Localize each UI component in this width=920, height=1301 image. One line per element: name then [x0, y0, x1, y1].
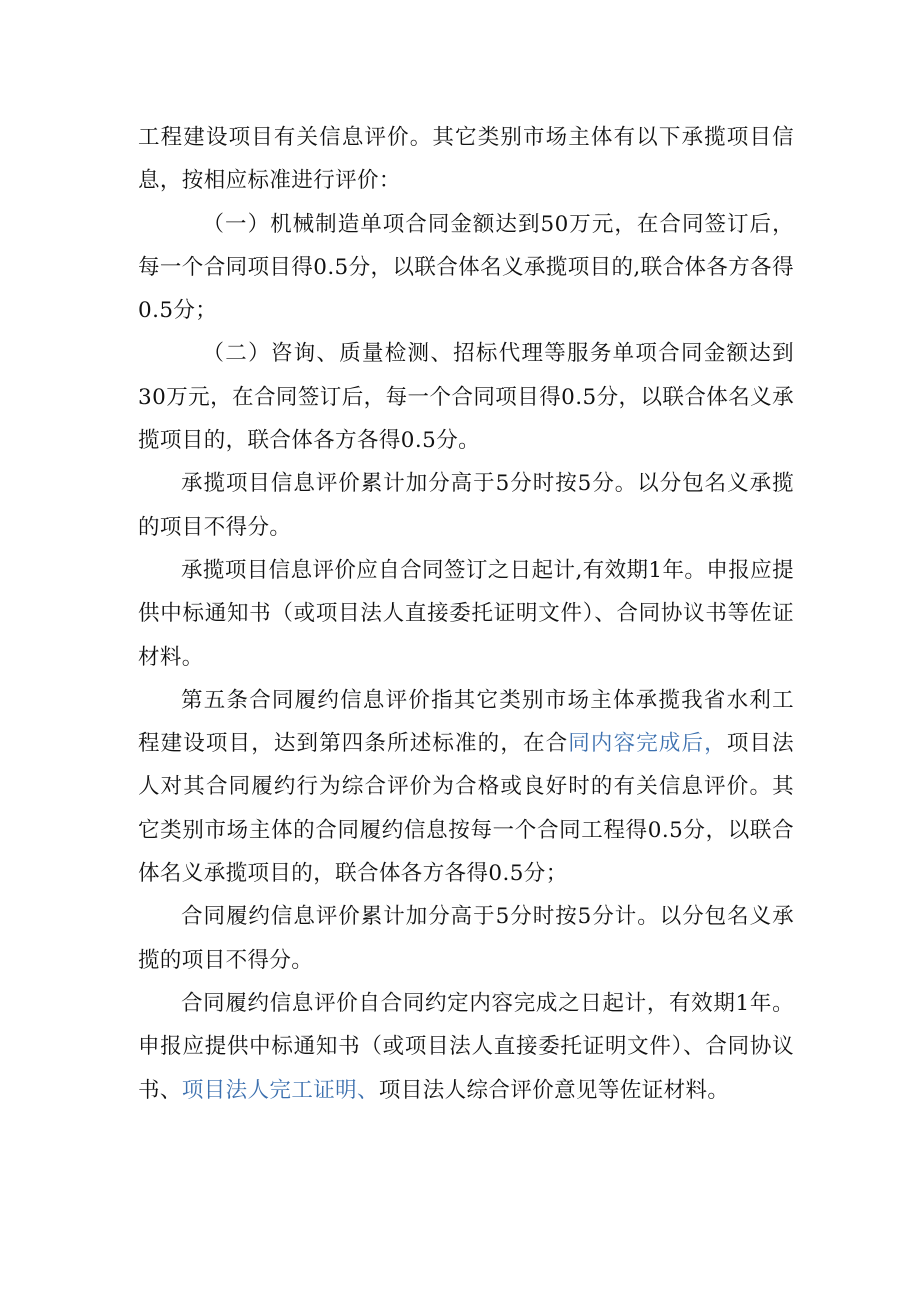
validity-highlight: 项目法人完工证明、: [181, 1077, 379, 1103]
paragraph-cap-rule: 承揽项目信息评价累计加分高于5分时按5分。以分包名义承揽的项目不得分。: [138, 471, 794, 540]
document-body: [138, 116, 794, 1112]
article-5-text-after: 项目法人对其合同履约行为综合评价为合格或良好时的有关信息评价。其它类别市场主体的合同履约信息按每一个合同工程得0.5分，以联合体名义承揽项目的，联合体各方各得0.5分；: [138, 731, 795, 887]
paragraph-performance-validity: [138, 982, 794, 1112]
article-5-highlight: 同内容完成后，: [568, 731, 727, 757]
article-5-text-before: 第五条合同履约信息评价指其它类别市场主体承揽我省水利工程建设项目，达到第四条所述标准的，在合: [138, 687, 794, 757]
paragraph-performance-cap: 合同履约信息评价累计加分高于5分时按5分计。以分包名义承揽的项目不得分。: [138, 904, 794, 973]
paragraph-continuation: 工程建设项目有关信息评价。其它类别市场主体有以下承揽项目信息，按相应标准进行评价：: [138, 125, 794, 194]
paragraph-article-5: [138, 679, 794, 895]
validity-text-before: 合同履约信息评价自合同约定内容完成之日起计，有效期1年。申报应提供中标通知书（或项目法人直接委托证明文件）、合同协议书、: [138, 990, 794, 1103]
paragraph-validity-rule: 承揽项目信息评价应自合同签订之日起计,有效期1年。申报应提供中标通知书（或项目法人直接委托证明文件）、合同协议书等佐证材料。: [138, 557, 794, 670]
paragraph-item-1: （一）机械制造单项合同金额达到50万元，在合同签订后，每一个合同项目得0.5分，以联合体名义承揽项目的,联合体各方各得0.5分；: [138, 211, 794, 324]
validity-text-after: 项目法人综合评价意见等佐证材料。: [378, 1077, 730, 1103]
paragraph-item-2: （二）咨询、质量检测、招标代理等服务单项合同金额达到30万元，在合同签订后，每一个合同项目得0.5分，以联合体名义承揽项目的，联合体各方各得0.5分。: [138, 341, 794, 454]
